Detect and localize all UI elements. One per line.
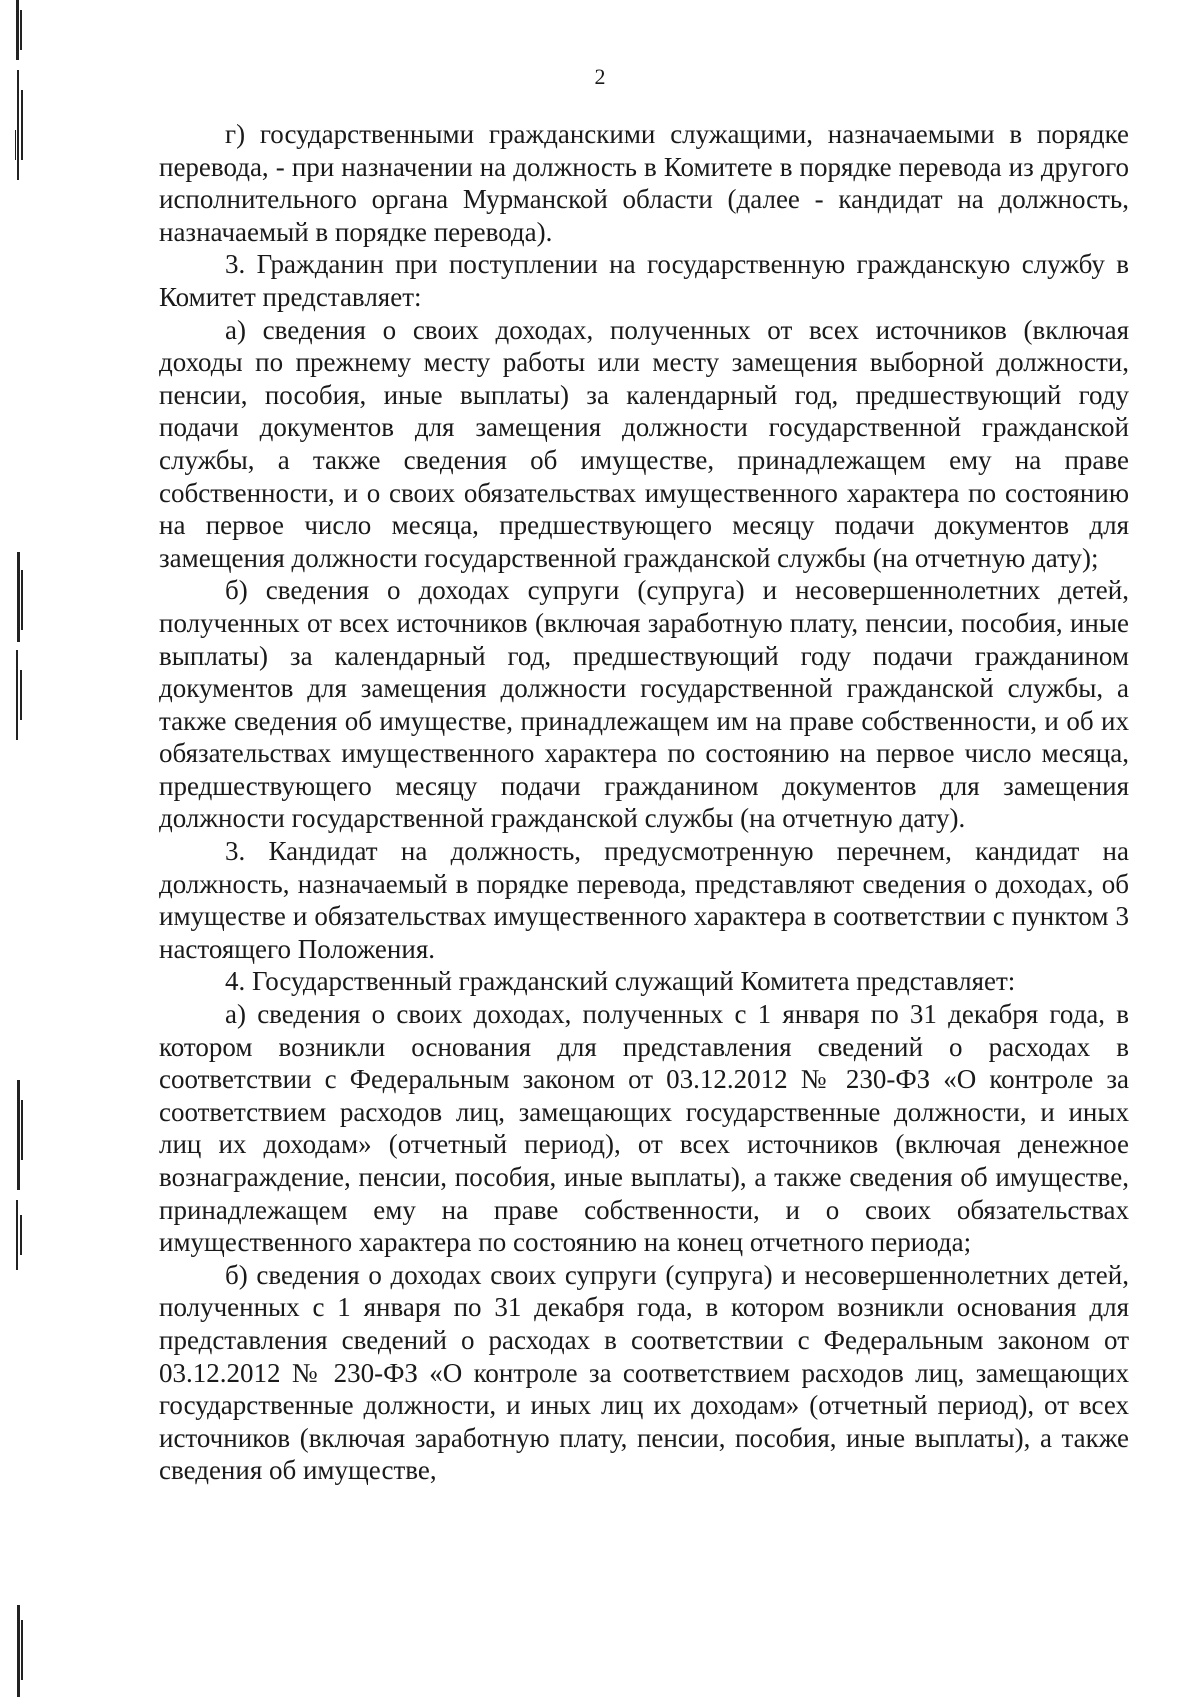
paragraph: 3. Кандидат на должность, предусмотренную перечнем, кандидат на должность, назначаемый в порядке перевода, представляют сведения о доходах, об имуществе и обязательствах имущественного характера в соответствии с пунктом 3 настоящего Положения.	[159, 836, 1129, 964]
document-body	[159, 118, 1129, 1487]
paragraph: б) сведения о доходах супруги (супруга) и несовершеннолетних детей, полученных от всех источников (включая заработную плату, пенсии, пособия, иные выплаты) за календарный год, предшествующий году подачи гражданином документов для замещения должности государственной гражданской службы, а также сведения об имуществе, принадлежащем им на праве собственности, и об их обязательствах имущественного характера по состоянию на первое число месяца, предшествующего месяцу подачи гражданином документов для замещения должности государственной гражданской службы (на отчетную дату).	[159, 575, 1129, 834]
scan-edge-marks	[14, 0, 28, 1697]
paragraph: а) сведения о своих доходах, полученных от всех источников (включая доходы по прежнему месту работы или месту замещения выборной должности, пенсии, пособия, иные выплаты) за календарный год, предшествующий году подачи документов для замещения должности государственной гражданской службы, а также сведения об имуществе, принадлежащем ему на праве собственности, и о своих обязательствах имущественного характера по состоянию на первое число месяца, предшествующего месяцу подачи документов для замещения должности государственной гражданской службы (на отчетную дату);	[159, 314, 1129, 573]
paragraph: б) сведения о доходах своих супруги (супруга) и несовершеннолетних детей, полученных с 1 января по 31 декабря года, в котором возникли основания для представления сведений о расходах в соответствии с Федеральным законом от 03.12.2012 № 230-ФЗ «О контроле за соответствием расходов лиц, замещающих государственные должности, и иных лиц их доходам» (отчетный период), от всех источников (включая заработную плату, пенсии, пособия, иные выплаты), а также сведения об имуществе,	[159, 1259, 1129, 1486]
paragraph: а) сведения о своих доходах, полученных с 1 января по 31 декабря года, в котором возникли основания для представления сведений о расходах в соответствии с Федеральным законом от 03.12.2012 № 230-ФЗ «О контроле за соответствием расходов лиц, замещающих государственные должности, и иных лиц их доходам» (отчетный период), от всех источников (включая денежное вознаграждение, пенсии, пособия, иные выплаты), а также сведения об имуществе, принадлежащем ему на праве собственности, и о своих обязательствах имущественного характера по состоянию на конец отчетного периода;	[159, 999, 1129, 1258]
paragraph: 3. Гражданин при поступлении на государственную гражданскую службу в Комитет представляет:	[159, 249, 1129, 312]
paragraph: г) государственными гражданскими служащими, назначаемыми в порядке перевода, - при назначении на должность в Комитете в порядке перевода из другого исполнительного органа Мурманской области (далее - кандидат на должность, назначаемый в порядке перевода).	[159, 119, 1129, 247]
paragraph: 4. Государственный гражданский служащий Комитета представляет:	[225, 966, 1016, 997]
page-number: 2	[594, 64, 606, 89]
